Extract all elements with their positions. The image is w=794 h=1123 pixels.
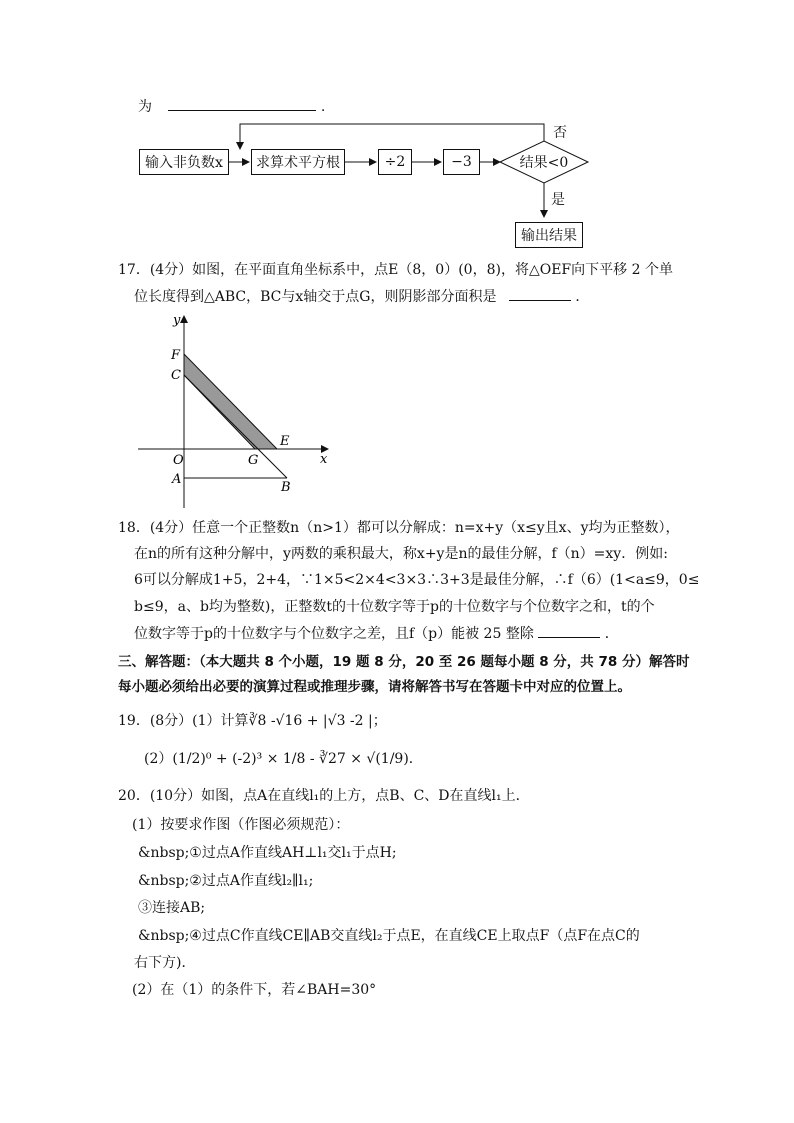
q18-line5: 位数字等于p的十位数字与个位数字之差，且f（p）能被 25 整除 [134,626,534,642]
flow-sqrt-box [251,149,345,175]
q19-part1: 19．(8分）(1）计算∛8 -√16 + |√3 -2 |； [118,713,387,729]
label-E: E [280,434,290,449]
flow-yes-label: 是 [551,192,565,208]
flow-minus-box [443,149,480,175]
q18-line3: 6可以分解成1+5，2+4，∵1×5<2×4<3×3∴3+3是最佳分解，∴f（6）(1<a≤9，0≤ [134,572,700,588]
q18-line5-row [134,623,619,644]
label-x: x [320,452,328,467]
q17-figure [130,308,350,508]
q17-line2: 位长度得到△ABC，BC与x轴交于点G，则阴影部分面积是 [134,289,497,305]
label-C: C [171,368,181,383]
q20-item4: &nbsp;④过点C作直线CE∥AB交直线l₂于点E，在直线CE上取点F（点F在点C的 [138,928,640,944]
flowchart-connectors [0,0,794,260]
label-G: G [248,453,259,468]
q17-line2-row [134,286,589,307]
label-A: A [172,472,182,487]
q18-line1: 18．(4分）任意一个正整数n（n>1）都可以分解成：n=x+y（x≤y且x、y均为正整数）， [118,520,680,536]
q20-item3: ③连接AB; [138,900,206,916]
q20-line-last: (2）在（1）的条件下，若∠BAH=30° [132,982,377,998]
flow-output-label: 输出结果 [521,228,577,244]
q20-item4b: 右下方)． [134,955,196,971]
q20-line2: (1）按要求作图（作图必须规范）： [132,817,350,833]
label-B: B [281,480,291,495]
flow-output-box [515,222,583,248]
flow-input-label: 输入非负数x [145,155,223,171]
q17-line1: 17．(4分）如图，在平面直角坐标系中，点E（8，0）(0，8)，将△OEF向下平移 2 个单 [118,262,673,278]
label-F: F [171,348,181,363]
q18-answer-blank[interactable] [538,623,600,638]
section3-line1: 三、解答题：（本大题共 8 个小题，19 题 8 分，20 至 26 题每小题 8 分，共 78 分）解答时 [118,654,690,670]
q20-item1: &nbsp;①过点A作直线AH⊥l₁交l₁于点H; [138,845,397,861]
flow-minus-label: −3 [451,154,472,170]
q19-part2: (2）(1/2)⁰ + (-2)³ × 1/8 - ∛27 × √(1/9)． [144,751,423,767]
label-y: y [173,313,181,328]
label-O: O [173,453,184,468]
q18-line5-end: ． [604,626,619,642]
flow-divide-box [378,149,412,175]
section3-line2: 每小题必须给出必要的演算过程或推理步骤，请将解答书写在答题卡中对应的位置上。 [118,679,631,695]
q20-item2: &nbsp;②过点A作直线l₂∥l₁; [138,873,314,889]
shaded-region [184,354,277,449]
q18-line2: 在n的所有这种分解中，y两数的乘积最大，称x+y是n的最佳分解，f（n）=xy．例如: [134,546,668,562]
flow-divide-label: ÷2 [384,154,406,170]
q20-line1: 20．(10分）如图，点A在直线l₁的上方，点B、C、D在直线l₁上． [118,788,530,804]
flow-sqrt-label: 求算术平方根 [256,155,340,171]
q18-line4: b≤9，a、b均为整数)，正整数t的十位数字等于p的十位数字与个位数字之和，t的个 [134,599,655,615]
flow-input-box [139,149,229,175]
flow-decision-label: 结果<0 [519,155,569,171]
q16-suffix: . [320,99,326,115]
q16-prefix: 为 [138,99,152,115]
q17-line2-end: ． [575,289,590,305]
flow-no-label: 否 [553,125,567,141]
q17-answer-blank[interactable] [509,286,571,301]
